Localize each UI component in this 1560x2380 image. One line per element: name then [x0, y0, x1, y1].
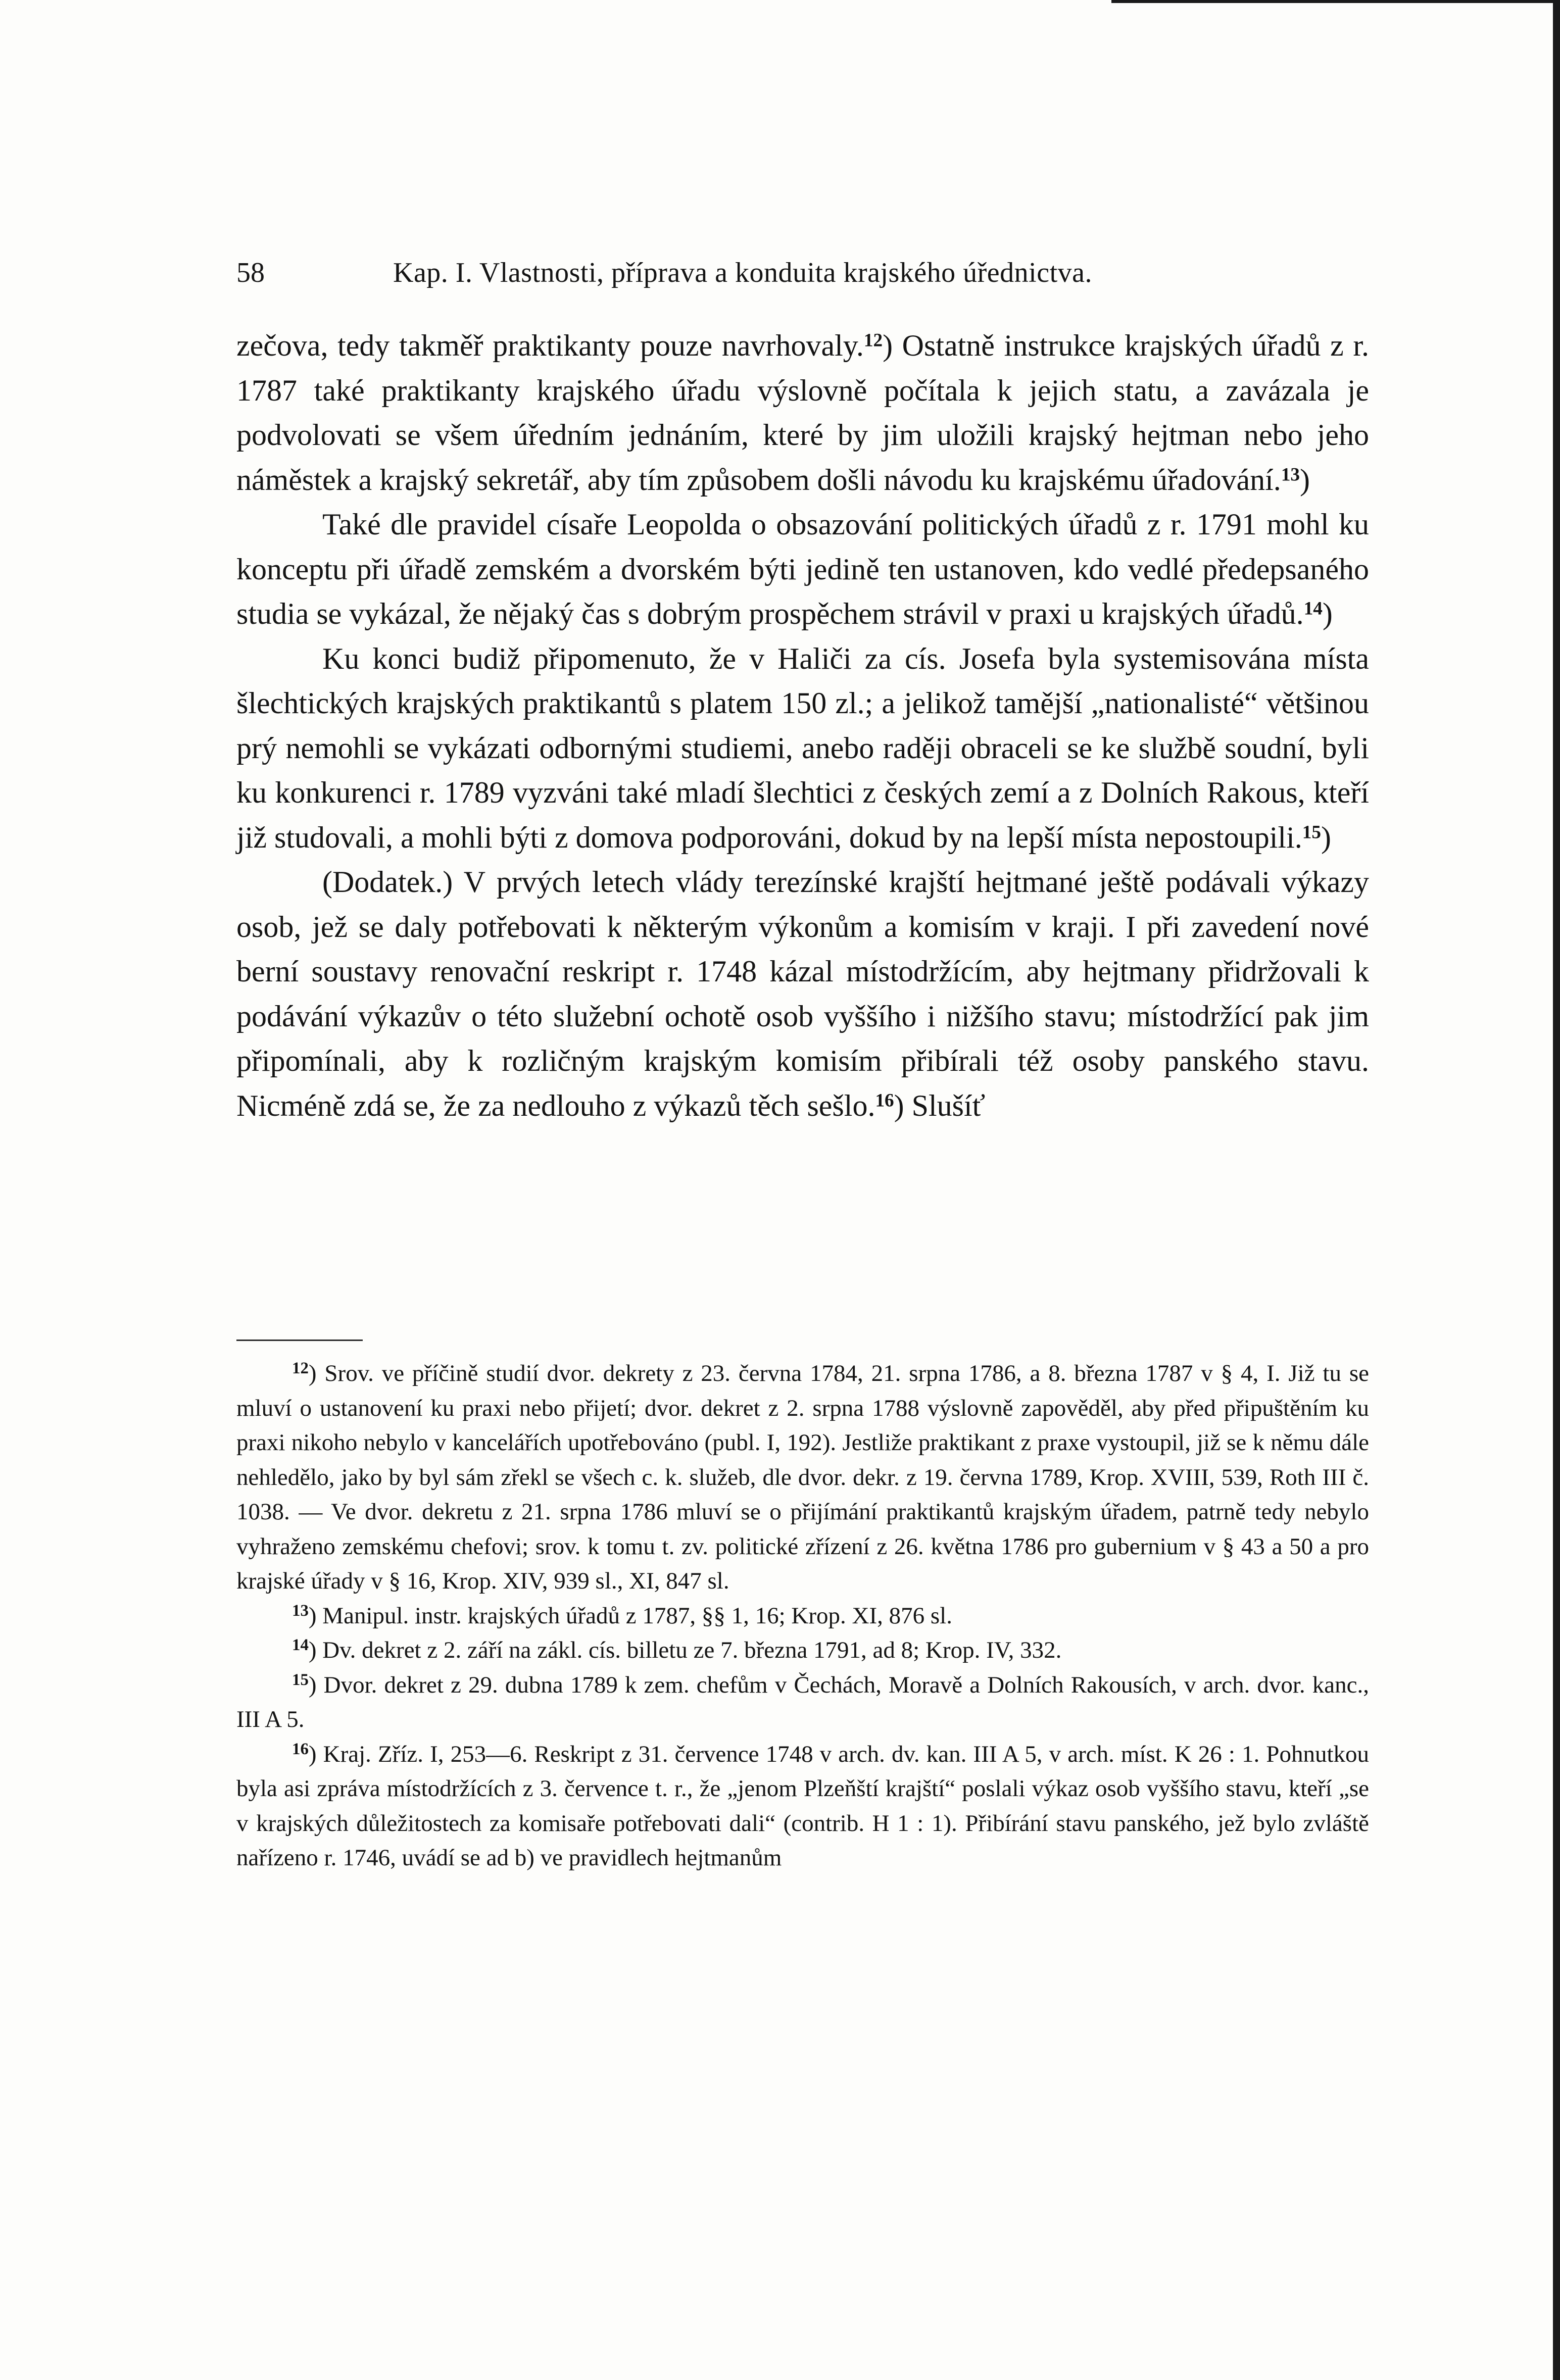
- footnote-ref-14: 14: [1303, 598, 1323, 619]
- scan-edge-right: [1553, 0, 1560, 2380]
- footnote-15: [236, 1668, 1369, 1737]
- paragraph-1-text-a: zečova, tedy takměř praktikanty pouze navrhovaly.: [236, 329, 864, 362]
- footnotes: [236, 1356, 1369, 1875]
- footnote-mark: 16: [292, 1740, 309, 1758]
- main-text: [236, 323, 1369, 1128]
- paragraph-4-text-a: (Dodatek.) V prvých letech vlády terezínské krajští hejtmané ještě podávali výkazy osob, jež se daly potřebovati k některým výkonům a komisím v kraji. I při zavedení nové berní soustavy renovační reskript r. 1748 kázal místodržícím, aby hejtmany přidržovali k podávání výkazův o této služební ochotě osob vyššího i nižšího stavu; místodržící pak jim připomínali, aby k rozličným krajským komisím přibírali též osoby panského stavu. Nicméně zdá se, že za nedlouho z výkazů těch sešlo.: [236, 865, 1369, 1122]
- footnote-14: [236, 1633, 1369, 1668]
- paragraph-3-text-b: ): [1321, 820, 1331, 854]
- scan-edge-top: [1111, 0, 1560, 3]
- footnote-text: ) Manipul. instr. krajských úřadů z 1787, §§ 1, 16; Krop. XI, 876 sl.: [308, 1602, 952, 1629]
- page-header: [236, 255, 1368, 290]
- footnote-text: ) Dvor. dekret z 29. dubna 1789 k zem. chefům v Čechách, Moravě a Dolních Rakousích, v arch. dvor. kanc., III A 5.: [236, 1671, 1369, 1732]
- paragraph-1-text-b: ) Ostatně instrukce krajských úřadů z r. 1787 také praktikanty krajského úřadu výslovně počítala k jejich statu, a zavázala je podvolovati se všem úředním jednáním, které by jim uložili krajský hejtman nebo jeho náměstek a krajský sekretář, aby tím způsobem došli návodu ku krajskému úřadování.: [236, 329, 1369, 497]
- footnote-text: ) Srov. ve příčině studií dvor. dekrety z 23. června 1784, 21. srpna 1786, a 8. března 1787 v § 4, I. Již tu se mluví o ustanovení ku praxi nebo přijetí; dvor. dekret z 2. srpna 1788 výslovně zapověděl, aby před připuštěním ku praxi nikoho nebylo v kancelářích upotřebováno (publ. I, 192). Jestliže praktikant z praxe vystoupil, již se k němu dále nehledělo, jako by byl sám zřekl se všech c. k. služeb, dle dvor. dekr. z 19. června 1789, Krop. XVIII, 539, Roth III č. 1038. — Ve dvor. dekretu z 21. srpna 1786 mluví se o přijímání praktikantů krajským úřadem, patrně tedy nebylo vyhraženo zemskému chefovi; srov. k tomu t. zv. politické zřízení z 26. května 1786 pro gubernium v § 43 a 50 a pro krajské úřady v § 16, Krop. XIV, 939 sl., XI, 847 sl.: [236, 1360, 1369, 1594]
- footnote-mark: 15: [292, 1670, 309, 1689]
- page-number: 58: [236, 257, 265, 288]
- footnote-mark: 13: [292, 1601, 309, 1620]
- footnote-mark: 14: [292, 1636, 309, 1655]
- paragraph-2-text-b: ): [1322, 597, 1333, 630]
- paragraph-1: [236, 323, 1369, 502]
- footnote-text: ) Dv. dekret z 2. září na zákl. cís. billetu ze 7. března 1791, ad 8; Krop. IV, 332.: [308, 1637, 1062, 1663]
- footnote-ref-16: 16: [875, 1089, 894, 1111]
- paragraph-4: [236, 860, 1369, 1128]
- footnote-16: [236, 1737, 1369, 1875]
- running-title: Kap. I. Vlastnosti, příprava a konduita krajského úřednictva.: [393, 257, 1092, 288]
- footnote-ref-13: 13: [1281, 464, 1300, 485]
- paragraph-4-text-b: ) Slušíť: [894, 1088, 986, 1122]
- footnote-ref-15: 15: [1302, 821, 1321, 842]
- footnote-mark: 12: [292, 1359, 309, 1378]
- footnote-12: [236, 1356, 1369, 1599]
- footnote-text: ) Kraj. Zříz. I, 253—6. Reskript z 31. července 1748 v arch. dv. kan. III A 5, v arch. míst. K 26 : 1. Pohnutkou byla asi zpráva místodržících z 3. července t. r., že „jenom Plzeňští krajští“ poslali výkaz osob vyššího stavu, kteří „se v krajských důležitostech za komisaře potřebovati dali“ (contrib. H 1 : 1). Přibírání stavu panského, jež bylo zvláště nařízeno r. 1746, uvádí se ad b) ve pravidlech hejtmanům: [236, 1741, 1369, 1871]
- footnote-divider: [236, 1340, 363, 1341]
- paragraph-1-text-c: ): [1300, 463, 1310, 497]
- footnote-ref-12: 12: [863, 330, 883, 351]
- paragraph-3: [236, 636, 1369, 860]
- paragraph-2-text-a: Také dle pravidel císaře Leopolda o obsazování politických úřadů z r. 1791 mohl ku konceptu při úřadě zemském a dvorském býti jedině ten ustanoven, kdo vedlé předepsaného studia se vykázal, že nějaký čas s dobrým prospěchem strávil v praxi u krajských úřadů.: [236, 508, 1369, 630]
- paragraph-3-text-a: Ku konci budiž připomenuto, že v Haliči za cís. Josefa byla systemisována místa šlechtických krajských praktikantů s platem 150 zl.; a jelikož tamější „nationalisté“ většinou prý nemohli se vykázati odbornými studiemi, anebo raději obraceli se ke službě soudní, byli ku konkurenci r. 1789 vyzváni také mladí šlechtici z českých zemí a z Dolních Rakous, kteří již studovali, a mohli býti z domova podporováni, dokud by na lepší místa nepostoupili.: [236, 641, 1369, 854]
- paragraph-2: [236, 502, 1369, 636]
- footnote-13: [236, 1599, 1369, 1633]
